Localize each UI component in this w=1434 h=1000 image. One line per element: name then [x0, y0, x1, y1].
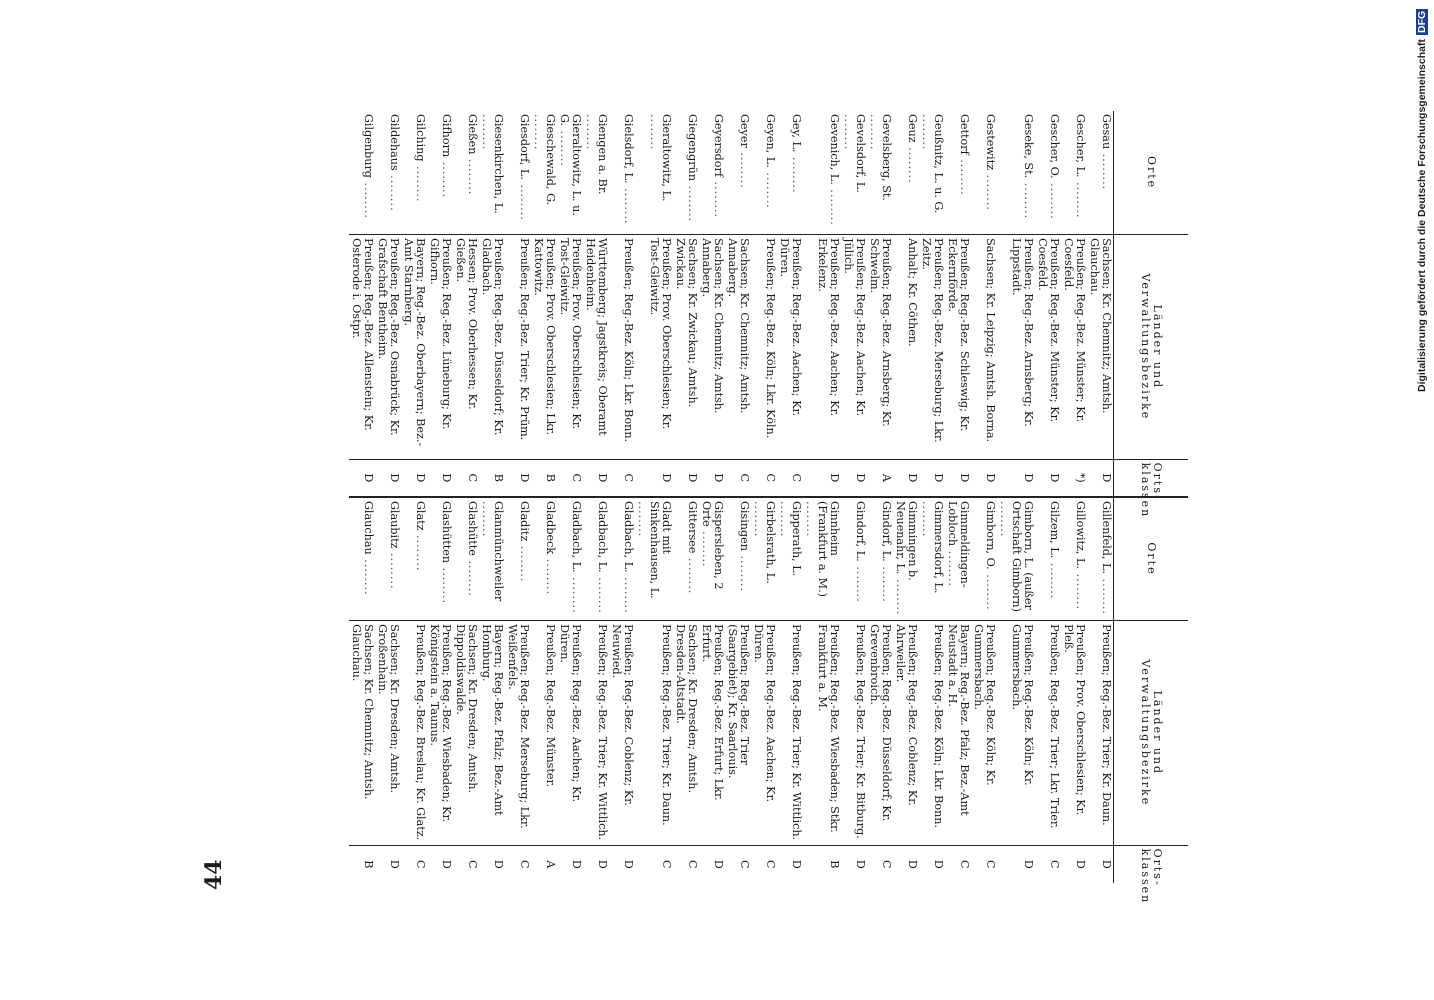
ort-cell: Gevelsberg, St. .....: [867, 111, 893, 235]
klasse-cell: D: [971, 459, 997, 497]
land-cell: Preußen; Reg.-Bez. Coblenz; Kr. Ahrweiler.: [893, 621, 919, 846]
klasse-cell: D: [583, 459, 609, 497]
klasse-cell: B: [362, 860, 375, 869]
klasse-cell: C: [453, 459, 479, 497]
klasse-cell: D: [919, 459, 945, 497]
table-row: [867, 111, 893, 883]
ort-cell: Gittersee .....: [673, 497, 699, 621]
klasse-cell: D: [570, 859, 583, 869]
ort-cell: Gildehaus .....: [375, 111, 401, 235]
table-row: [609, 111, 635, 883]
ort-cell: Gifhorn .....: [427, 111, 453, 235]
land-cell: Preußen; Reg.-Bez. Aachen; Kr. Düren.: [557, 621, 583, 846]
land-cell: Preußen; Reg.-Bez. Breslau; Kr. Glatz.: [401, 621, 427, 846]
klasse-cell: D: [1035, 459, 1061, 497]
klasse-cell: C: [686, 860, 699, 869]
ort-cell: Gilgenburg .....: [349, 111, 375, 235]
header-laender-left: Länder und Verwaltungsbezirke: [1114, 235, 1189, 460]
land-cell: Preußen; Reg.-Bez. Arnsberg; Kr. Lippstadt.: [997, 235, 1035, 460]
klasse-cell: D: [841, 459, 867, 497]
land-cell: Sachsen; Kr. Chemnitz; Amtsh. Glauchau.: [349, 621, 375, 846]
klasse-cell: C: [466, 860, 479, 869]
table-row: [531, 111, 557, 883]
land-cell: Preußen; Reg.-Bez. Münster.: [531, 621, 557, 846]
table-row: [479, 111, 505, 883]
klasse-cell: C: [609, 459, 635, 497]
ort-cell: Gieraltowitz, L. u. G. .....: [557, 111, 583, 235]
ort-cell: Glauchau .....: [349, 497, 375, 621]
ort-cell: Gladbeck .....: [531, 497, 557, 621]
land-cell: Preußen; Reg.-Bez. Trier (Saargebiet); Kr. Saarlouis.: [725, 621, 751, 846]
ort-cell: Gevelsdorf, L. .....: [841, 111, 867, 235]
ort-cell: Gescher, L. .....: [1061, 111, 1087, 235]
table-row: [557, 111, 583, 883]
land-cell: Preußen; Reg.-Bez. Münster; Kr. Coesfeld.: [1035, 235, 1061, 460]
table-row: [349, 111, 375, 883]
header-orte-left: Orte: [1114, 111, 1189, 235]
ort-cell: Gindorf, L. .....: [841, 497, 867, 621]
table-row: [971, 111, 997, 883]
ort-cell: Geyen, L. .....: [751, 111, 777, 235]
ort-cell: Gevenich, L. .....: [803, 111, 841, 235]
table-row: [375, 111, 401, 883]
klasse-cell: B: [828, 860, 841, 869]
ort-cell: Ginnheim (Frankfurt a. M.) .....: [803, 497, 841, 621]
ort-cell: Glaubitz .....: [375, 497, 401, 621]
land-cell: Preußen; Reg.-Bez. Coblenz; Kr. Neuwied.: [609, 621, 635, 846]
ort-cell: Gescher, O. .....: [1035, 111, 1061, 235]
table-row: [401, 111, 427, 883]
klasse-cell: *): [1061, 459, 1087, 497]
land-cell: Hessen; Prov. Oberhessen; Kr. Gießen.: [453, 235, 479, 460]
klasse-cell: D: [492, 859, 505, 869]
ort-cell: Giesenkirchen, L. .....: [479, 111, 505, 235]
land-cell: Preußen; Prov. Oberschlesien; Kr. Tost-Gleiwitz.: [635, 235, 673, 460]
ort-cell: Geuz .....: [893, 111, 919, 235]
ort-cell: Gilzem, L. .....: [1035, 497, 1061, 621]
land-cell: Preußen; Reg.-Bez. Köln; Lkr. Bonn.: [919, 621, 945, 846]
ort-cell: Gindorf, L. .....: [867, 497, 893, 621]
land-cell: Preußen; Reg.-Bez. Erfurt; Lkr. Erfurt.: [699, 621, 725, 846]
page-number: 44: [201, 859, 227, 890]
land-cell: Bayern; Reg.-Bez. Oberbayern; Bez.-Amt Starnberg.: [401, 235, 427, 460]
table-row: [1035, 111, 1061, 883]
table-row: [841, 111, 867, 883]
table-row: [751, 111, 777, 883]
klasse-cell: D: [440, 859, 453, 869]
klasse-cell: C: [958, 860, 971, 869]
ort-cell: Gimborn, O. .....: [971, 497, 997, 621]
klasse-cell: A: [867, 459, 893, 497]
ort-cell: Gladbach, L. .....: [583, 497, 609, 621]
land-cell: Preußen; Reg.-Bez. Trier; Kr. Daun.: [635, 621, 673, 846]
land-cell: Bayern; Reg.-Bez. Pfalz; Bez.-Amt Homburg.: [479, 621, 505, 846]
klasse-cell: D: [854, 859, 867, 869]
land-cell: Preußen; Reg.-Bez. Münster; Kr. Coesfeld.: [1061, 235, 1087, 460]
ort-cell: Gestewitz .....: [971, 111, 997, 235]
klasse-cell: D: [673, 459, 699, 497]
ort-cell: Gieraltowitz, L. .....: [635, 111, 673, 235]
ort-cell: Geyer .....: [725, 111, 751, 235]
ort-cell: Giesdorf, L. .....: [505, 111, 531, 235]
ort-cell: Glatz .....: [401, 497, 427, 621]
table-row: [673, 111, 699, 883]
land-cell: Preußen; Reg.-Bez. Aachen; Kr. Erkelenz.: [803, 235, 841, 460]
land-cell: Preußen; Reg.-Bez. Merseburg; Lkr. Zeitz.: [919, 235, 945, 460]
table-row: [919, 111, 945, 883]
klasse-cell: D: [699, 459, 725, 497]
land-cell: Sachsen; Kr. Leipzig; Amtsh. Borna.: [971, 235, 997, 460]
table-row: [893, 111, 919, 883]
land-cell: Preußen; Prov. Oberschlesien; Kr. Tost-Gleiwitz.: [557, 235, 583, 460]
ort-cell: Gieschewald, G. .....: [531, 111, 557, 235]
klasse-cell: D: [1100, 859, 1113, 869]
ort-cell: Gießen .....: [453, 111, 479, 235]
land-cell: Preußen; Reg.-Bez. Köln; Lkr. Bonn.: [609, 235, 635, 460]
land-cell: Preußen; Reg.-Bez. Trier; Lkr. Trier.: [1035, 621, 1061, 846]
land-cell: Preußen; Reg.-Bez. Köln; Lkr. Köln.: [751, 235, 777, 460]
ort-cell: Gilching .....: [401, 111, 427, 235]
land-cell: Preußen; Reg.-Bez. Aachen; Kr. Düren.: [751, 621, 777, 846]
klasse-cell: D: [635, 459, 673, 497]
land-cell: Sachsen; Kr. Zwickau; Amtsh. Zwickau.: [673, 235, 699, 460]
land-cell: Preußen; Prov. Oberschlesien; Kr. Pleß.: [1061, 621, 1087, 846]
klasse-cell: D: [505, 459, 531, 497]
table-row: [635, 111, 673, 883]
klasse-cell: D: [790, 859, 803, 869]
klasse-cell: D: [1087, 459, 1114, 497]
klasse-cell: B: [531, 459, 557, 497]
klasse-cell: D: [375, 459, 401, 497]
klasse-cell: D: [401, 459, 427, 497]
ort-cell: Girbelsrath, L. .....: [751, 497, 777, 621]
klasse-cell: D: [932, 859, 945, 869]
land-cell: Sachsen; Kr. Chemnitz; Amtsh. Annaberg.: [725, 235, 751, 460]
ort-cell: Giegengrün .....: [673, 111, 699, 235]
klasse-cell: C: [764, 860, 777, 869]
table-row: [803, 111, 841, 883]
ort-cell: Geyersdorf .....: [699, 111, 725, 235]
table-row: [505, 111, 531, 883]
ort-cell: Geseke, St. .....: [997, 111, 1035, 235]
land-cell: Sachsen; Kr. Dresden; Amtsh. Dippoldiswalde.: [453, 621, 479, 846]
klasse-cell: C: [1048, 860, 1061, 869]
klasse-cell: C: [777, 459, 803, 497]
credit-text: Digitalisierung gefördert durch die Deutsche Forschungsgemeinschaft: [1416, 39, 1428, 392]
klasse-cell: D: [388, 859, 401, 869]
ort-cell: Glashütte .....: [453, 497, 479, 621]
ort-cell: Gladitz .....: [505, 497, 531, 621]
land-cell: Preußen; Reg.-Bez. Osnabrück; Kr. Grafschaft Bentheim.: [375, 235, 401, 460]
land-cell: Sachsen; Kr. Chemnitz; Amtsh. Glauchau.: [1087, 235, 1114, 460]
dfg-logo: DFG: [1416, 10, 1428, 34]
klasse-cell: B: [479, 459, 505, 497]
ort-cell: Gesau .....: [1087, 111, 1114, 235]
land-cell: Preußen; Reg.-Bez. Aachen; Kr. Jülich.: [841, 235, 867, 460]
ort-cell: Gimborn, L. (außer Ortschaft Gimborn) .....: [997, 497, 1035, 621]
land-cell: Preußen; Reg.-Bez. Lüneburg; Kr. Gifhorn.: [427, 235, 453, 460]
land-cell: Preußen; Reg.-Bez. Trier; Kr. Prüm.: [505, 235, 531, 460]
table-row: [427, 111, 453, 883]
klasse-cell: D: [596, 859, 609, 869]
ort-cell: Giengen a. Br. .....: [583, 111, 609, 235]
klasse-cell: C: [880, 860, 893, 869]
land-cell: Bayern; Reg.-Bez. Pfalz; Bez.-Amt Neustadt a. H.: [945, 621, 971, 846]
header-laender-right: Länder und Verwaltungsbezirke: [1114, 621, 1189, 846]
ort-cell: Gisingen .....: [725, 497, 751, 621]
land-cell: Preußen; Reg.-Bez. Wiesbaden; Kr. Königstein a. Taunus.: [427, 621, 453, 846]
klasse-cell: C: [751, 459, 777, 497]
land-cell: Preußen; Reg.-Bez. Arnsberg; Kr. Schwelm.: [867, 235, 893, 460]
ort-cell: Gladbach, L. .....: [609, 497, 635, 621]
ort-cell: Gispersleben, 2 Orte .....: [699, 497, 725, 621]
table-row: [1087, 111, 1114, 883]
land-cell: Preußen; Reg.-Bez. Trier; Kr. Wittlich.: [777, 621, 803, 846]
table-row: [1061, 111, 1087, 883]
klasse-cell: C: [660, 860, 673, 869]
ort-cell: Gladbach, L. .....: [557, 497, 583, 621]
klasse-cell: D: [349, 459, 375, 497]
header-orte-right: Orte: [1114, 497, 1189, 621]
table-row: [583, 111, 609, 883]
ort-cell: Gey, L. .....: [777, 111, 803, 235]
klasse-cell: C: [414, 860, 427, 869]
table-row: [997, 111, 1035, 883]
table-row: [453, 111, 479, 883]
table-row: [725, 111, 751, 883]
land-cell: Preußen; Reg.-Bez. Trier; Kr. Wittlich.: [583, 621, 609, 846]
ort-cell: Gillowitz, L. .....: [1061, 497, 1087, 621]
register-table: [349, 111, 1188, 905]
klasse-cell: D: [945, 459, 971, 497]
land-cell: Preußen; Reg.-Bez. Köln; Kr. Gummersbach.: [997, 621, 1035, 846]
land-cell: Preußen; Prov. Oberschlesien; Lkr. Kattowitz.: [531, 235, 557, 460]
klasse-cell: D: [712, 859, 725, 869]
klasse-cell: D: [1074, 859, 1087, 869]
klasse-cell: C: [984, 860, 997, 869]
dfg-credit-line: [1416, 8, 1434, 708]
header-klassen-right: Orts-klassen: [1114, 845, 1189, 883]
table-row: [699, 111, 725, 883]
klasse-cell: C: [725, 459, 751, 497]
rotated-register-page: [241, 111, 1188, 905]
land-cell: Württemberg; Jagstkreis; Oberamt Heidenheim.: [583, 235, 609, 460]
land-cell: Preußen; Reg.-Bez. Schleswig; Kr. Eckernförde.: [945, 235, 971, 460]
klasse-cell: D: [622, 859, 635, 869]
land-cell: Preußen; Reg.-Bez. Trier; Kr. Bitburg.: [841, 621, 867, 846]
header-klassen-left: Orts-klassen: [1114, 459, 1189, 497]
klasse-cell: D: [997, 459, 1035, 497]
land-cell: Preußen; Reg.-Bez. Düsseldorf; Kr. Gladbach.: [479, 235, 505, 460]
land-cell: Preußen; Reg.-Bez. Köln; Kr. Gummersbach.: [971, 621, 997, 846]
klasse-cell: D: [803, 459, 841, 497]
land-cell: Preußen; Reg.-Bez. Merseburg; Lkr. Weißenfels.: [505, 621, 531, 846]
land-cell: Sachsen; Kr. Dresden; Amtsh. Großenhain.: [375, 621, 401, 846]
klasse-cell: D: [906, 859, 919, 869]
land-cell: Preußen; Reg.-Bez. Wiesbaden; Stkr. Frankfurt a. M.: [803, 621, 841, 846]
table-row: [777, 111, 803, 883]
ort-cell: Gielsdorf, L. .....: [609, 111, 635, 235]
table-row: [945, 111, 971, 883]
land-cell: Sachsen; Kr. Dresden; Amtsh. Dresden-Altstadt.: [673, 621, 699, 846]
land-cell: Preußen; Reg.-Bez. Trier; Kr. Daun.: [1087, 621, 1114, 846]
ort-cell: Geußnitz, L. u. G. .....: [919, 111, 945, 235]
ort-cell: Gladt mit Sinkenhausen, L. .....: [635, 497, 673, 621]
ort-cell: Gettorf .....: [945, 111, 971, 235]
land-cell: Preußen; Reg.-Bez. Allenstein; Kr. Osterode i. Ostpr.: [349, 235, 375, 460]
land-cell: Sachsen; Kr. Chemnitz; Amtsh. Annaberg.: [699, 235, 725, 460]
ort-cell: Glanmünchweiler .....: [479, 497, 505, 621]
land-cell: Anhalt; Kr. Cöthen.: [893, 235, 919, 460]
klasse-cell: C: [738, 860, 751, 869]
ort-cell: Glashütten .....: [427, 497, 453, 621]
ort-cell: Gimmersdorf, L. .....: [919, 497, 945, 621]
klasse-cell: D: [427, 459, 453, 497]
land-cell: Preußen; Reg.-Bez. Aachen; Kr. Düren.: [777, 235, 803, 460]
klasse-cell: C: [518, 860, 531, 869]
klasse-cell: D: [1022, 859, 1035, 869]
land-cell: Preußen; Reg.-Bez. Düsseldorf; Kr. Grevenbroich.: [867, 621, 893, 846]
klasse-cell: A: [544, 860, 557, 869]
klasse-cell: C: [557, 459, 583, 497]
ort-cell: Gimmeldingen-Lobloch .....: [945, 497, 971, 621]
ort-cell: Gipperath, L. .....: [777, 497, 803, 621]
ort-cell: Gillenfeld, L. .....: [1087, 497, 1114, 621]
klasse-cell: D: [893, 459, 919, 497]
ort-cell: Gimmingen b. Neuenahr, L. .....: [893, 497, 919, 621]
